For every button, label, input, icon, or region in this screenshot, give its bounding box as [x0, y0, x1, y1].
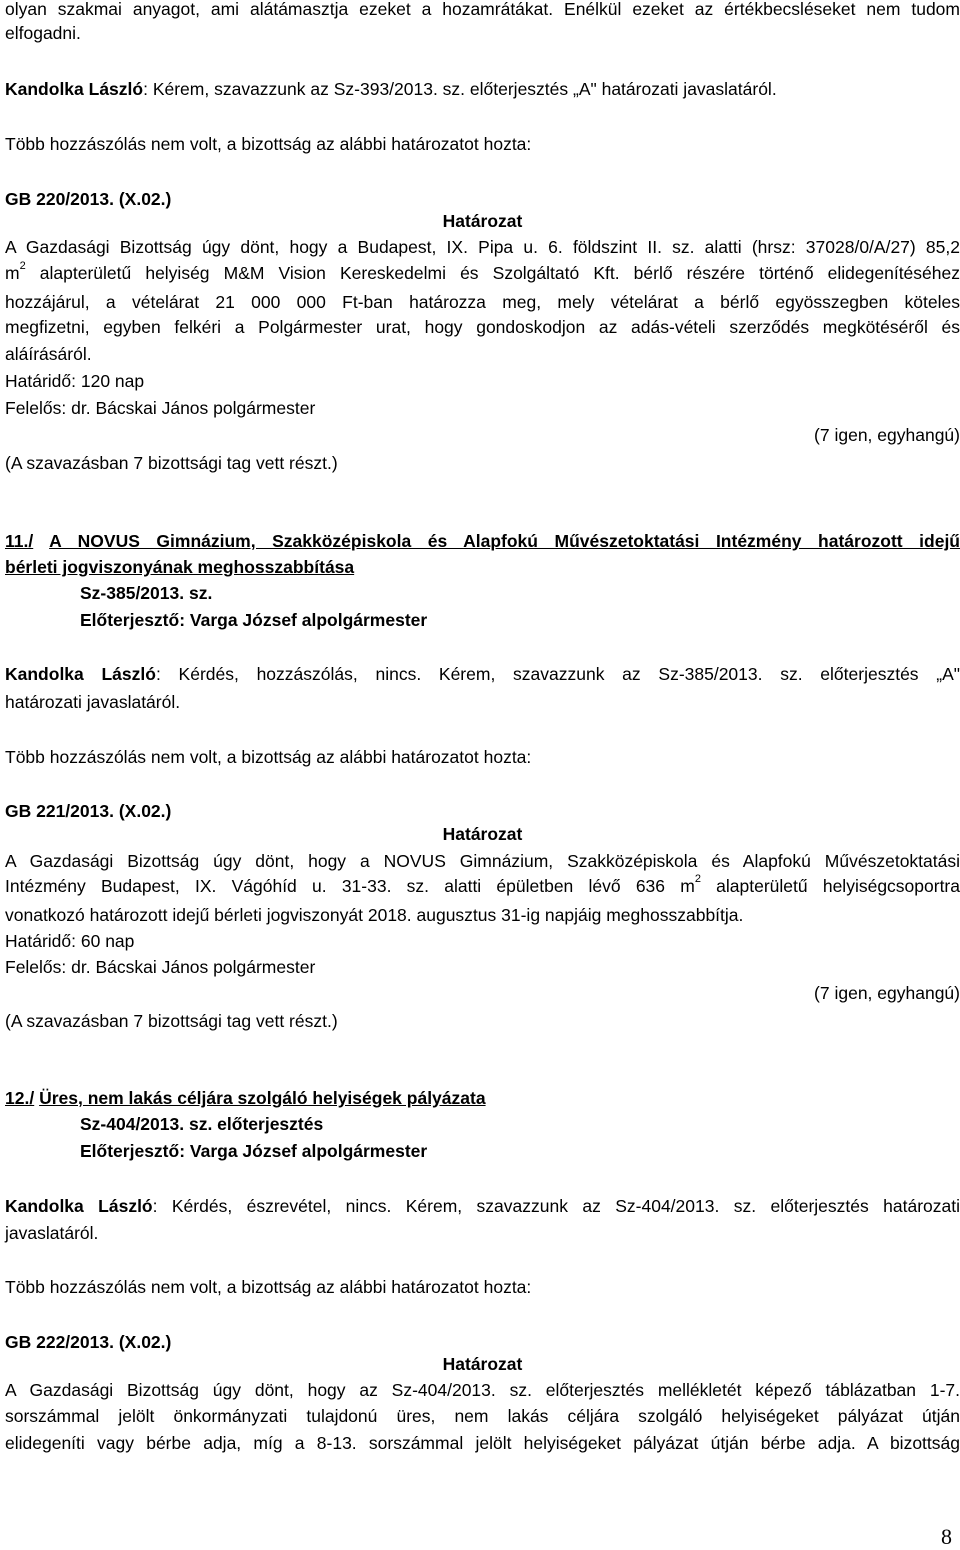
- resolution-text-line: A Gazdasági Bizottság úgy dönt, hogy a Budapest, IX. Pipa u. 6. földszint II. sz. alatti (hrsz: 37028/0/A/27) 85,2: [5, 237, 960, 257]
- no-more-comments: Több hozzászólás nem volt, a bizottság az alábbi határozatot hozta:: [5, 1277, 532, 1297]
- resolution-heading: Határozat: [442, 1354, 523, 1374]
- agenda-item-title-cont: bérleti jogviszonyának meghosszabbítása: [5, 557, 355, 577]
- resolution-text-line: aláírásáról.: [5, 344, 92, 364]
- agenda-item-title: 11./ A NOVUS Gimnázium, Szakközépiskola és Alapfokú Művészetoktatási Intézmény határozott idejű: [5, 531, 960, 551]
- statement-text: : Kérem, szavazzunk az Sz-393/2013. sz. előterjesztés „A" határozati javaslatáról.: [143, 79, 777, 99]
- no-more-comments: Több hozzászólás nem volt, a bizottság az alábbi határozatot hozta:: [5, 134, 532, 154]
- speaker-name: Kandolka László: [5, 664, 156, 684]
- chair-statement: Kandolka László: Kérdés, hozzászólás, nincs. Kérem, szavazzunk az Sz-385/2013. sz. előterjesztés „A": [5, 664, 960, 684]
- vote-participation: (A szavazásban 7 bizottsági tag vett részt.): [5, 1011, 338, 1031]
- speaker-name: Kandolka László: [5, 1196, 153, 1216]
- paragraph-line: elfogadni.: [5, 23, 81, 43]
- responsible: Felelős: dr. Bácskai János polgármester: [5, 398, 316, 418]
- vote-result: (7 igen, egyhangú): [814, 425, 960, 445]
- agenda-number: 12./: [5, 1088, 35, 1108]
- resolution-text-line: elidegeníti vagy bérbe adja, míg a 8-13. sorszámmal jelölt helyiségeket pályázat útján bérbe adja. A bizottság: [5, 1433, 960, 1453]
- vote-participation: (A szavazásban 7 bizottsági tag vett részt.): [5, 453, 338, 473]
- resolution-text-line: sorszámmal jelölt önkormányzati tulajdonú üres, nem lakás céljára szolgáló helyiségeket pályázat útján: [5, 1406, 960, 1426]
- chair-statement-cont: határozati javaslatáról.: [5, 692, 181, 712]
- chair-statement: [5, 77, 960, 101]
- resolution-text-line: A Gazdasági Bizottság úgy dönt, hogy a NOVUS Gimnázium, Szakközépiskola és Alapfokú Művészetoktatási: [5, 851, 960, 871]
- resolution-text-line: vonatkozó határozott idejű bérleti jogviszonyát 2018. augusztus 31-ig napjáig meghosszabbítja.: [5, 905, 744, 925]
- no-more-comments: Több hozzászólás nem volt, a bizottság az alábbi határozatot hozta:: [5, 747, 532, 767]
- resolution-text-line: megfizetni, egyben felkéri a Polgármester urat, hogy gondoskodjon az adás-vételi szerződés megkötéséről és: [5, 317, 960, 337]
- deadline: Határidő: 120 nap: [5, 371, 145, 391]
- agenda-item-title: 12./ Üres, nem lakás céljára szolgáló helyiségek pályázata: [5, 1088, 486, 1108]
- resolution-number: GB 222/2013. (X.02.): [5, 1332, 172, 1352]
- speaker-name: Kandolka László: [5, 79, 144, 99]
- deadline: Határidő: 60 nap: [5, 931, 135, 951]
- vote-result: (7 igen, egyhangú): [814, 983, 960, 1003]
- chair-statement: Kandolka László: Kérdés, észrevétel, nincs. Kérem, szavazzunk az Sz-404/2013. sz. előterjesztés határozati: [5, 1196, 960, 1216]
- resolution-text-line: A Gazdasági Bizottság úgy dönt, hogy az Sz-404/2013. sz. előterjesztés mellékletét képező táblázatban 1-7.: [5, 1380, 960, 1400]
- page-number: 8: [941, 1524, 952, 1549]
- agenda-reference: Sz-385/2013. sz.: [80, 583, 213, 603]
- agenda-number: 11./: [5, 531, 34, 551]
- agenda-reference: Sz-404/2013. sz. előterjesztés: [80, 1114, 324, 1134]
- chair-statement-cont: javaslatáról.: [5, 1223, 99, 1243]
- resolution-heading: Határozat: [442, 211, 523, 231]
- paragraph-line: olyan szakmai anyagot, ami alátámasztja ezeket a hozamrátákat. Enélkül ezeket az értékbecsléseket nem tudom: [5, 0, 960, 19]
- resolution-heading: Határozat: [442, 824, 523, 844]
- resolution-number: GB 221/2013. (X.02.): [5, 801, 172, 821]
- resolution-number: GB 220/2013. (X.02.): [5, 189, 172, 209]
- resolution-text-line: Intézmény Budapest, IX. Vágóhíd u. 31-33. sz. alatti épületben lévő 636 $m^2$ alapterületű helyiségcsoportra: [5, 873, 960, 896]
- responsible: Felelős: dr. Bácskai János polgármester: [5, 957, 316, 977]
- presenter: Előterjesztő: Varga József alpolgármester: [80, 1141, 428, 1161]
- resolution-text-line: hozzájárul, a vételárat 21 000 000 Ft-ban határozza meg, mely vételárat a bérlő egyösszegben köteles: [5, 292, 960, 312]
- presenter: Előterjesztő: Varga József alpolgármester: [80, 610, 428, 630]
- resolution-text-line: $m^2$ alapterületű helyiség M&M Vision Kereskedelmi és Szolgáltató Kft. bérlő részére történő elidegenítéséhez: [5, 260, 960, 283]
